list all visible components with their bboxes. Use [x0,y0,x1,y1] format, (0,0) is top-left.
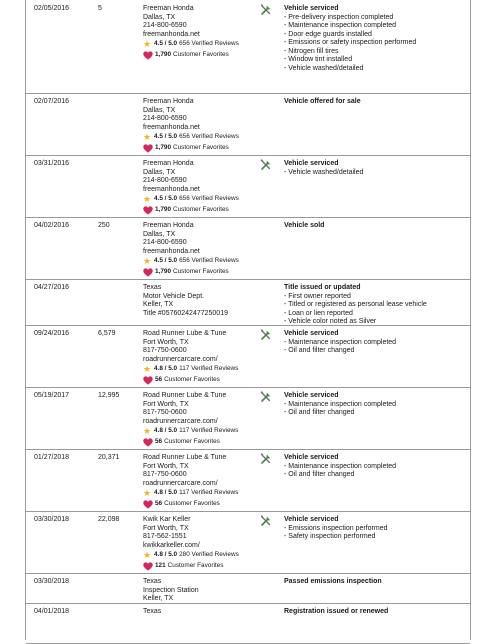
rating-line [143,550,265,561]
event-detail: - Maintenance inspection completed [284,400,397,408]
record-date: 03/30/2018 [34,578,70,585]
rating-line [143,256,265,267]
source-line: Dallas, TX [143,13,176,21]
source-name: Freeman Honda [143,160,194,167]
source-line: Motor Vehicle Dept. [143,292,205,300]
source-line: 214-800-6590 [143,22,187,29]
event-detail: - Emissions or safety inspection performed [284,39,417,46]
event-comments [284,284,468,327]
favorites-line [143,205,265,216]
event-title: Vehicle serviced [284,516,339,523]
review-count: 117 Verified Reviews [179,489,239,497]
source-info [143,98,265,154]
event-detail: - Vehicle color noted as Silver [284,318,377,325]
rating-value: 4.8 / 5.0 [154,551,178,559]
rating-line [143,426,265,437]
favorites-count: 1,790 [155,206,171,214]
event-detail: - Titled or registered as personal lease vehicle [284,301,427,308]
star-icon: ★ [143,256,152,267]
rating-value: 4.5 / 5.0 [154,133,178,141]
wrench-screwdriver-icon [260,453,272,465]
event-comments [284,160,468,177]
source-info [143,284,265,318]
record-date: 04/02/2016 [34,222,70,229]
heart-icon [143,268,154,277]
vehicle-history-table [25,0,471,640]
rating-value: 4.5 / 5.0 [154,40,178,48]
favorites-label: Customer Favorites [173,206,229,214]
source-website: freemanhonda.net [143,247,200,255]
source-name: Freeman Honda [143,98,194,105]
event-title: Title issued or updated [284,284,361,291]
rating-line [143,488,265,499]
rating-value: 4.8 / 5.0 [154,427,178,435]
source-line: Fort Worth, TX [143,462,189,470]
favorites-count: 1,790 [155,268,171,276]
event-detail: - Maintenance inspection completed [284,22,397,29]
history-row [26,279,470,326]
heart-icon [143,51,154,60]
source-line: 214-800-6590 [143,239,187,246]
source-name: Kwik Kar Keller [143,516,191,523]
event-detail: - Emissions inspection performed [284,524,388,532]
source-line: Dallas, TX [143,168,176,176]
favorites-line [143,499,265,510]
source-info [143,392,265,448]
source-info [143,578,265,604]
source-name: Texas [143,284,162,291]
favorites-line [143,375,265,386]
event-detail: - Maintenance inspection completed [284,462,397,470]
event-detail: - First owner reported [284,292,351,300]
favorites-line [143,50,265,61]
favorites-label: Customer Favorites [164,500,220,508]
record-date: 09/24/2016 [34,330,70,337]
rating-line [143,364,265,375]
wrench-screwdriver-icon [260,329,272,341]
review-count: 117 Verified Reviews [179,365,239,373]
odometer-reading: 5 [98,5,102,12]
odometer-reading: 250 [98,222,110,229]
record-date: 02/05/2016 [34,5,70,12]
odometer-reading: 6,579 [98,330,116,337]
history-row [26,0,470,94]
event-title: Vehicle serviced [284,454,339,461]
event-title: Vehicle serviced [284,160,339,167]
source-line: Title #05760242477250019 [143,309,228,317]
favorites-label: Customer Favorites [164,438,220,446]
source-name: Freeman Honda [143,222,194,229]
source-info [143,608,265,617]
favorites-count: 1,790 [155,144,171,152]
star-icon: ★ [143,426,152,437]
history-row [26,155,470,218]
heart-icon [143,144,154,153]
favorites-label: Customer Favorites [167,562,224,570]
source-info [143,516,265,572]
event-comments [284,392,468,418]
heart-icon [143,438,154,447]
star-icon: ★ [143,132,152,143]
source-line: 817-750-0600 [143,347,187,354]
heart-icon [143,376,154,385]
favorites-line [143,437,265,448]
favorites-label: Customer Favorites [173,144,229,152]
source-name: Road Runner Lube & Tune [143,454,227,461]
source-line: Dallas, TX [143,106,176,114]
favorites-label: Customer Favorites [164,376,220,384]
event-title: Registration issued or renewed [284,608,389,615]
event-title: Vehicle serviced [284,330,339,337]
source-line: Fort Worth, TX [143,400,189,408]
source-website: kwikkarkeller.com/ [143,541,200,549]
source-website: roadrunnercarcare.com/ [143,355,218,363]
source-name: Freeman Honda [143,5,194,12]
history-row [26,325,470,388]
event-comments [284,222,468,231]
event-detail: - Oil and filter changed [284,347,355,354]
rating-value: 4.8 / 5.0 [154,365,178,373]
record-date: 02/07/2016 [34,98,70,105]
source-name: Road Runner Lube & Tune [143,330,227,337]
record-date: 03/30/2018 [34,516,70,523]
source-line: Fort Worth, TX [143,524,189,532]
odometer-reading: 20,371 [98,454,120,461]
source-line: Fort Worth, TX [143,338,189,346]
source-info [143,5,265,61]
record-date: 01/27/2018 [34,454,70,461]
source-website: roadrunnercarcare.com/ [143,479,218,487]
star-icon: ★ [143,550,152,561]
heart-icon [143,500,154,509]
source-info [143,330,265,386]
star-icon: ★ [143,194,152,205]
odometer-reading: 22,098 [98,516,120,523]
event-detail: - Door edge guards installed [284,30,372,38]
source-line: Dallas, TX [143,230,176,238]
rating-value: 4.8 / 5.0 [154,489,178,497]
source-line: 817-750-0600 [143,409,187,416]
star-icon: ★ [143,39,152,50]
history-row [26,217,470,280]
event-detail: - Oil and filter changed [284,471,355,478]
rating-line [143,132,265,143]
history-row [26,603,470,644]
favorites-line [143,143,265,154]
history-row [26,449,470,512]
rating-value: 4.5 / 5.0 [154,195,178,203]
source-line: Inspection Station [143,586,199,594]
star-icon: ★ [143,364,152,375]
event-comments [284,98,468,107]
event-comments [284,578,468,587]
source-website: freemanhonda.net [143,185,200,193]
event-comments [284,516,468,542]
source-line: 214-800-6590 [143,177,187,184]
event-detail: - Window tint installed [284,56,353,63]
favorites-count: 121 [155,562,166,570]
event-title: Vehicle sold [284,222,325,229]
history-row [26,511,470,574]
favorites-count: 56 [155,500,163,508]
review-count: 656 Verified Reviews [179,257,239,265]
source-line: Keller, TX [143,595,174,602]
odometer-reading: 12,995 [98,392,120,399]
record-date: 03/31/2016 [34,160,70,167]
heart-icon [143,562,154,571]
event-comments [284,5,468,73]
source-line: 214-800-6590 [143,115,187,122]
source-website: roadrunnercarcare.com/ [143,417,218,425]
review-count: 656 Verified Reviews [179,133,239,141]
source-line: Keller, TX [143,301,174,308]
review-count: 117 Verified Reviews [179,427,239,435]
source-name: Texas [143,608,162,615]
favorites-line [143,561,265,572]
event-detail: - Nitrogen fill tires [284,47,339,55]
source-info [143,454,265,510]
wrench-screwdriver-icon [260,4,272,16]
history-row [26,93,470,156]
favorites-line [143,267,265,278]
source-info [143,160,265,216]
history-row [26,573,470,604]
favorites-count: 1,790 [155,51,171,59]
favorites-count: 56 [155,438,163,446]
source-website: freemanhonda.net [143,30,200,38]
star-icon: ★ [143,488,152,499]
event-detail: - Pre-delivery inspection completed [284,13,394,21]
favorites-label: Customer Favorites [173,51,229,59]
rating-line [143,39,265,50]
favorites-label: Customer Favorites [173,268,229,276]
source-info [143,222,265,278]
event-detail: - Oil and filter changed [284,409,355,416]
rating-line [143,194,265,205]
record-date: 05/19/2017 [34,392,70,399]
record-date: 04/27/2016 [34,284,70,291]
event-comments [284,608,468,617]
rating-value: 4.5 / 5.0 [154,257,178,265]
favorites-count: 56 [155,376,163,384]
event-title: Vehicle serviced [284,392,339,399]
review-count: 656 Verified Reviews [179,40,239,48]
heart-icon [143,206,154,215]
event-detail: - Loan or lien reported [284,309,353,317]
review-count: 280 Verified Reviews [179,551,239,559]
event-comments [284,330,468,356]
history-row [26,387,470,450]
source-name: Texas [143,578,162,585]
wrench-screwdriver-icon [260,391,272,403]
event-comments [284,454,468,480]
source-line: 817-750-0600 [143,471,187,478]
source-line: 817-562-1551 [143,533,187,540]
review-count: 656 Verified Reviews [179,195,239,203]
record-date: 04/01/2018 [34,608,70,615]
event-detail: - Safety inspection performed [284,533,376,540]
event-detail: - Vehicle washed/detailed [284,64,364,72]
event-title: Vehicle offered for sale [284,98,361,105]
event-detail: - Vehicle washed/detailed [284,168,364,176]
wrench-screwdriver-icon [260,515,272,527]
event-detail: - Maintenance inspection completed [284,338,397,346]
event-title: Passed emissions inspection [284,578,382,585]
source-website: freemanhonda.net [143,123,200,131]
wrench-screwdriver-icon [260,159,272,171]
event-title: Vehicle serviced [284,5,339,12]
source-name: Road Runner Lube & Tune [143,392,227,399]
